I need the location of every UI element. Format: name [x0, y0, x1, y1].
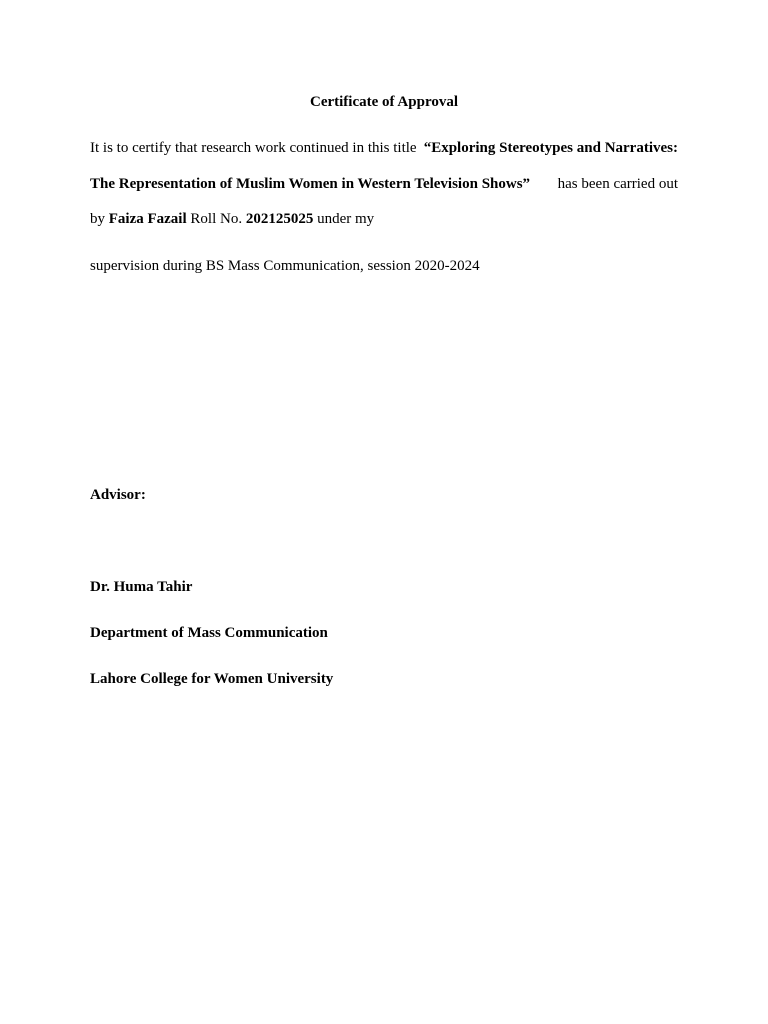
- advisor-label: Advisor:: [90, 487, 146, 503]
- by-text: by: [90, 211, 105, 227]
- advisor-name: Dr. Huma Tahir: [90, 579, 193, 595]
- advisor-department: Department of Mass Communication: [90, 625, 328, 641]
- student-name: Faiza Fazail: [108, 211, 187, 227]
- thesis-title-part-1: “Exploring Stereotypes and Narratives:: [423, 140, 678, 156]
- under-my-text: under my: [317, 211, 375, 227]
- body-line-3: [90, 210, 678, 228]
- body-line-4: supervision during BS Mass Communication, session 2020-2024: [90, 258, 480, 274]
- body-line-1: [90, 139, 678, 157]
- body-line-2: [90, 175, 678, 193]
- advisor-university: Lahore College for Women University: [90, 671, 334, 687]
- page-title: Certificate of Approval: [309, 94, 459, 110]
- roll-label: Roll No.: [190, 211, 243, 227]
- roll-number: 202125025: [245, 211, 314, 227]
- body-line-2-text: has been carried out: [557, 176, 678, 192]
- body-line-1-text: It is to certify that research work continued in this title: [90, 140, 417, 156]
- thesis-title-part-2: The Representation of Muslim Women in Western Television Shows”: [90, 176, 531, 192]
